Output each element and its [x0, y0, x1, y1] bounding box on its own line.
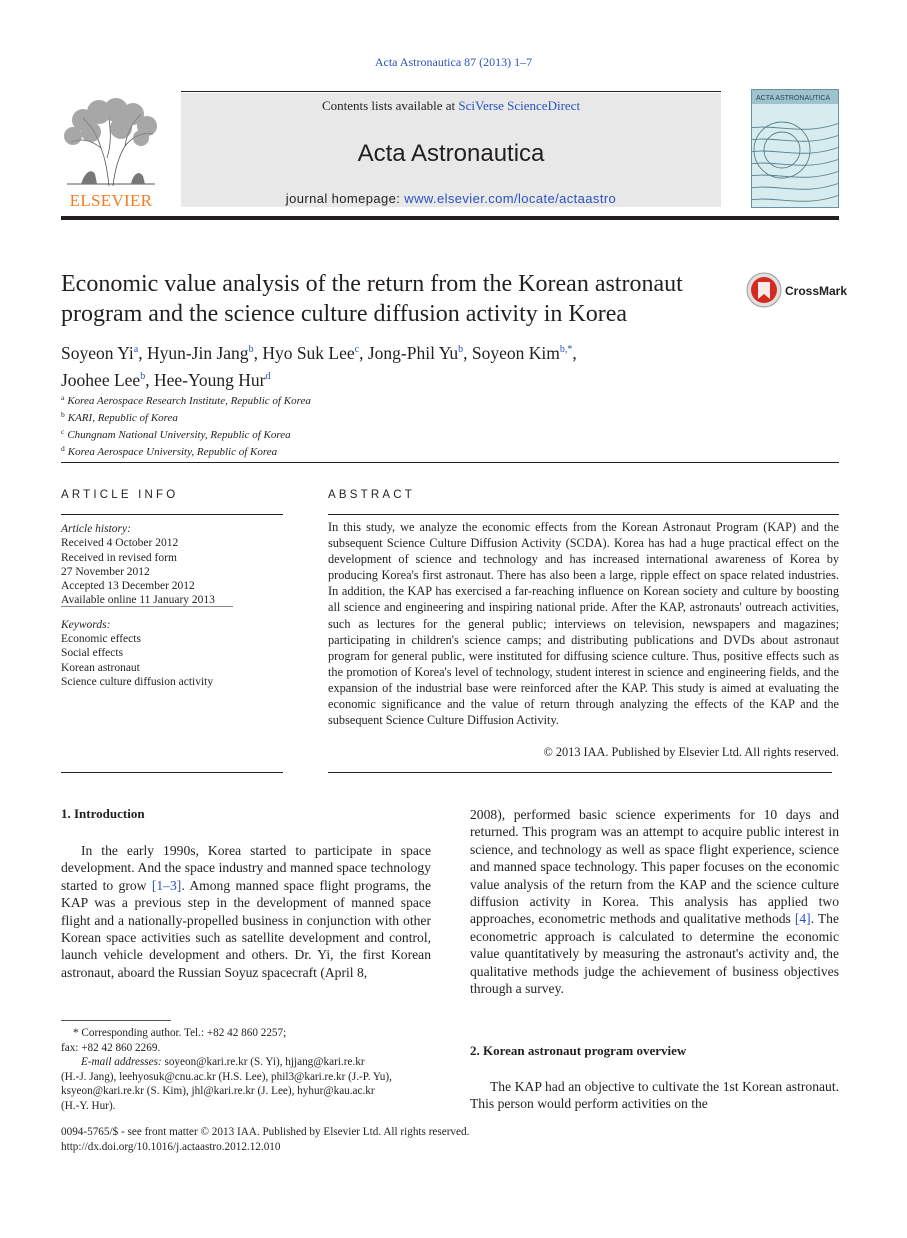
history-divider [61, 606, 233, 607]
affiliation-list [61, 391, 311, 459]
affiliation-divider [61, 462, 839, 463]
article-info-heading: ARTICLE INFO [61, 489, 179, 501]
journal-citation[interactable]: Acta Astronautica 87 (2013) 1–7 [374, 55, 533, 69]
author[interactable]: Hee-Young Hur$^d$ [153, 370, 271, 390]
history-label: Article history: [61, 523, 131, 535]
email-addresses-line: E-mail addresses: soyeon@kari.re.kr (S. Yi), hjjang@kari.re.kr [81, 1056, 365, 1069]
reference-link[interactable]: [4] [794, 911, 811, 927]
article-info-bottom-rule [61, 772, 283, 773]
email-links[interactable]: soyeon@kari.re.kr (S. Yi), hjjang@kari.re.kr [164, 1056, 365, 1069]
section-1-right-paragraph: 2008), performed basic science experiments for 10 days and returned. This program was an attempt to acquire public interest in science, and technology as well as space flight experience, science and manned space technology. This paper focuses on the economic value analysis of the return from the KAP and the science culture diffusion activity in Korea. This analysis has applied two approaches, econometric methods and qualitative methods [4]. The econometric approach is calculated to determine the economic value quantitatively by measuring the astronaut's activity and, the qualitative methods judge the achievement of business objectives through a survey. [470, 807, 839, 997]
author[interactable]: Soyeon Yi$^a$ [61, 343, 139, 363]
received-date: Received 4 October 2012 [61, 537, 179, 550]
contents-prefix: Contents lists available at [321, 98, 459, 113]
footnote-rule [61, 1020, 171, 1021]
footnotes [61, 1026, 431, 1114]
affiliation-item: $^c$ Chungnam National University, Republic of Korea [61, 427, 291, 441]
abstract-top-rule [328, 514, 839, 515]
keywords-label: Keywords: [61, 618, 111, 631]
cover-title: ACTA ASTRONAUTICA [756, 95, 831, 102]
sciencedirect-link[interactable]: SciVerse ScienceDirect [458, 98, 581, 113]
section-1-left-paragraph: In the early 1990s, Korea started to participate in space development. And the space industry and manned space technology started to grow [1–3]. Among manned space flight programs, the KAP was a previous step in the development of manned space flight and a nationally-propelled business in conjunction with other Korean space activities such as satellite development and control, launch vehicle development and others. Dr. Yi, the first Korean astronaut, aboard the Russian Soyuz spacecraft (April 8, [61, 843, 431, 980]
section-2-heading: 2. Korean astronaut program overview [470, 1043, 687, 1058]
revised-date: 27 November 2012 [61, 565, 150, 578]
header-thick-rule [61, 216, 839, 220]
article-title: Economic value analysis of the return from the Korean astronaut program and the science culture diffusion activity in Korea [61, 271, 683, 327]
contents-available-line [181, 98, 721, 114]
author[interactable]: Hyun-Jin Jang$^b$ [146, 343, 254, 363]
fax-note: fax: +82 42 860 2269. [61, 1041, 161, 1054]
corresponding-author-note: * Corresponding author. Tel.: +82 42 860 2257; [73, 1027, 287, 1039]
reference-link[interactable]: [1–3] [151, 877, 182, 893]
journal-homepage-line [181, 191, 721, 206]
accepted-date: Accepted 13 December 2012 [61, 580, 195, 593]
cover-art-icon [752, 90, 839, 208]
journal-name: Acta Astronautica [357, 140, 545, 167]
email-addresses-line[interactable]: (H.-J. Jang), leehyosuk@cnu.ac.kr (H.S. Lee), phil3@kari.re.kr (J.-P. Yu), [61, 1070, 392, 1083]
journal-cover-thumbnail[interactable] [751, 89, 839, 208]
affiliation-item: $^d$ Korea Aerospace University, Republic of Korea [61, 444, 278, 458]
author[interactable]: Joohee Lee$^b$ [61, 370, 146, 390]
section-1-heading: 1. Introduction [61, 806, 145, 821]
author-list: Soyeon Yi$^a$, Hyun-Jin Jang$^b$, Hyo Suk Lee$^c$, Jong-Phil Yu$^b$, Soyeon Kim$^{b,*}$, Joohee Lee$^b$, Hee-Young Hur$^d$ [61, 343, 577, 390]
author[interactable]: Hyo Suk Lee$^c$ [262, 343, 360, 363]
article-info-top-rule [61, 514, 283, 515]
keyword: Social effects [61, 647, 124, 660]
doi-link[interactable]: http://dx.doi.org/10.1016/j.actaastro.2012.12.010 [61, 1140, 281, 1153]
keyword: Economic effects [61, 633, 141, 646]
header-top-rule [181, 91, 721, 92]
abstract-text: In this study, we analyze the economic effects from the Korean Astronaut Program (KAP) and the subsequent Science Culture Diffusion Activity (SCDA). Korea has had a huge practical effect on the development of science and technology and has increased international awareness of Korea by producing Korea's first astronaut. There has also been a large, ripple effect on space related industries. In addition, the KAP has exercised a far-reaching influence on Korean society and culture by boosting all science and engineering and inspiring national pride. After the KAP, astronauts' outreach activities, such as lectures for the general public; interviews on television, newspapers and magazines; participating in children's science camps; and distributing publications and DVDs about astronaut program for general public, were instituted for diffusing science culture. Thus, positive effects such as the promotion of Korea's level of technology, student interest in science and engineering fields, and the expansion of the industrial base were reinforced after the KAP. This study is aimed at evaluating the economic significance and the value of return through analyzing the effects of the KAP and the subsequent Science Culture Diffusion Activity. [328, 520, 839, 728]
email-addresses-line[interactable]: (H.-Y. Hur). [61, 1099, 116, 1112]
affiliation-item: $^b$ KARI, Republic of Korea [61, 410, 178, 424]
abstract-bottom-rule [328, 772, 832, 773]
author[interactable]: Jong-Phil Yu$^b$ [367, 343, 464, 363]
affiliation-item: $^a$ Korea Aerospace Research Institute, Republic of Korea [61, 393, 311, 407]
email-addresses-line[interactable]: ksyeon@kari.re.kr (S. Kim), jhl@kari.re.kr (J. Lee), hyhur@kau.ac.kr [61, 1085, 375, 1098]
section-2-paragraph: The KAP had an objective to cultivate the 1st Korean astronaut. This person would perform activities on the [470, 1079, 839, 1112]
issn-line: 0094-5765/$ - see front matter © 2013 IAA. Published by Elsevier Ltd. All rights reserved. [61, 1126, 470, 1138]
front-matter [61, 1125, 661, 1154]
author[interactable]: Soyeon Kim$^{b,*}$ [471, 343, 573, 363]
homepage-link[interactable]: www.elsevier.com/locate/actaastro [404, 191, 617, 206]
elsevier-wordmark: ELSEVIER [69, 191, 153, 210]
keyword: Korean astronaut [61, 661, 140, 674]
homepage-prefix: journal homepage: [285, 191, 405, 206]
abstract-copyright: © 2013 IAA. Published by Elsevier Ltd. All rights reserved. [543, 745, 839, 759]
keyword: Science culture diffusion activity [61, 675, 214, 688]
available-online-date: Available online 11 January 2013 [61, 594, 215, 607]
crossmark-label[interactable]: CrossMark [785, 284, 848, 298]
revised-label: Received in revised form [61, 551, 177, 564]
abstract-heading: ABSTRACT [328, 489, 415, 501]
